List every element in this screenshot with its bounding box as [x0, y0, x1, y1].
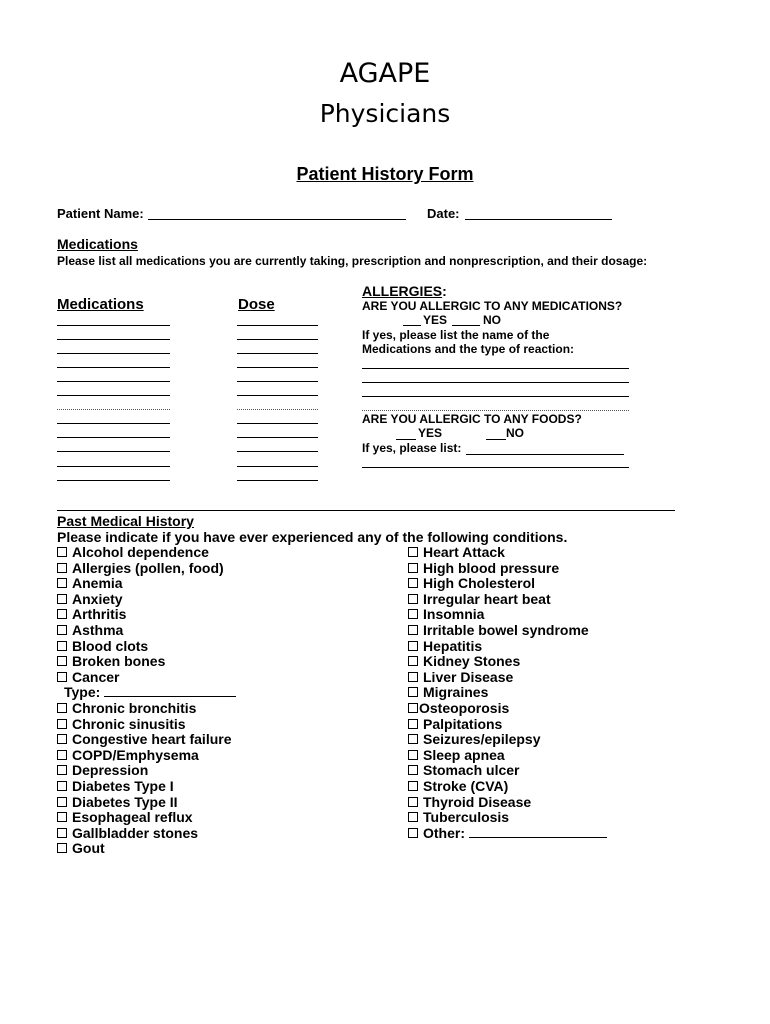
- condition-item[interactable]: [57, 561, 236, 577]
- condition-item[interactable]: [408, 748, 607, 764]
- checkbox-icon[interactable]: [408, 687, 418, 697]
- conditions-right-column: [408, 545, 607, 841]
- past-history-heading: Past Medical History: [57, 513, 194, 529]
- med-allergy-no-blank[interactable]: [452, 325, 480, 326]
- med-allergy-no: NO: [483, 313, 501, 327]
- checkbox-icon[interactable]: [57, 797, 67, 807]
- allergies-heading-colon: :: [442, 283, 447, 299]
- condition-label: Tuberculosis: [423, 809, 510, 826]
- allergies-heading: [362, 283, 447, 299]
- condition-label: Stroke (CVA): [423, 777, 509, 794]
- patient-name-field[interactable]: [148, 219, 406, 220]
- medication-line[interactable]: [57, 395, 170, 396]
- condition-item[interactable]: [408, 576, 607, 592]
- med-allergy-yes: YES: [423, 313, 448, 327]
- checkbox-icon[interactable]: [408, 656, 418, 666]
- condition-label: Asthma: [72, 621, 124, 638]
- medication-line[interactable]: [57, 325, 170, 326]
- checkbox-icon[interactable]: [57, 734, 67, 744]
- date-label: Date:: [427, 206, 460, 221]
- condition-label: Chronic bronchitis: [72, 699, 197, 716]
- medication-line[interactable]: [57, 480, 170, 481]
- condition-label: Blood clots: [72, 637, 149, 654]
- dose-line[interactable]: [237, 451, 318, 452]
- dose-line[interactable]: [237, 437, 318, 438]
- checkbox-icon[interactable]: [57, 765, 67, 775]
- condition-label: Thyroid Disease: [423, 793, 532, 810]
- allergies-heading-text: ALLERGIES: [362, 283, 443, 299]
- dose-line[interactable]: [237, 409, 318, 410]
- condition-item[interactable]: [57, 670, 236, 686]
- condition-label: Congestive heart failure: [72, 731, 232, 748]
- conditions-left-column: [57, 545, 236, 857]
- condition-item[interactable]: [408, 763, 607, 779]
- checkbox-icon[interactable]: [57, 719, 67, 729]
- condition-item[interactable]: [408, 701, 607, 717]
- checkbox-icon[interactable]: [57, 578, 67, 588]
- col-medications-header: Medications: [57, 296, 144, 313]
- patient-name-label: Patient Name:: [57, 206, 144, 221]
- checkbox-icon[interactable]: [408, 828, 418, 838]
- dose-line[interactable]: [237, 395, 318, 396]
- condition-label: Diabetes Type II: [72, 793, 178, 810]
- checkbox-icon[interactable]: [57, 672, 67, 682]
- condition-label: Irritable bowel syndrome: [423, 621, 589, 638]
- checkbox-icon[interactable]: [408, 719, 418, 729]
- condition-label: Cancer: [72, 668, 120, 685]
- condition-item[interactable]: [57, 576, 236, 592]
- checkbox-icon[interactable]: [408, 609, 418, 619]
- food-allergy-question: ARE YOU ALLERGIC TO ANY FOODS?: [362, 412, 582, 426]
- medications-instruction: Please list all medications you are currently taking, prescription and nonprescription, and their dosage:: [57, 254, 648, 268]
- dose-line[interactable]: [237, 480, 318, 481]
- checkbox-icon[interactable]: [408, 641, 418, 651]
- medication-line[interactable]: [57, 339, 170, 340]
- other-condition-field[interactable]: [469, 826, 607, 838]
- food-allergy-detail-line[interactable]: [362, 467, 629, 468]
- condition-item[interactable]: [57, 841, 236, 857]
- condition-item[interactable]: [408, 639, 607, 655]
- condition-item[interactable]: [408, 717, 607, 733]
- condition-label: Anxiety: [72, 590, 123, 607]
- checkbox-icon[interactable]: [57, 656, 67, 666]
- checkbox-icon[interactable]: [408, 672, 418, 682]
- condition-label: Sleep apnea: [423, 746, 505, 763]
- date-field[interactable]: [465, 219, 612, 220]
- medication-line[interactable]: [57, 466, 170, 467]
- cancer-type-field[interactable]: [104, 685, 236, 697]
- condition-item[interactable]: [408, 779, 607, 795]
- condition-label: Broken bones: [72, 653, 166, 670]
- condition-item[interactable]: [408, 826, 607, 842]
- dose-line[interactable]: [237, 339, 318, 340]
- med-allergy-question: ARE YOU ALLERGIC TO ANY MEDICATIONS?: [362, 299, 623, 313]
- med-allergy-detail-line[interactable]: [362, 396, 629, 397]
- food-allergy-followup: If yes, please list:: [362, 441, 462, 455]
- condition-item[interactable]: [408, 670, 607, 686]
- condition-item[interactable]: [408, 545, 607, 561]
- checkbox-icon[interactable]: [408, 797, 418, 807]
- condition-item[interactable]: [408, 795, 607, 811]
- medications-heading: Medications: [57, 236, 138, 252]
- checkbox-icon[interactable]: [57, 750, 67, 760]
- condition-item[interactable]: [408, 561, 607, 577]
- condition-item[interactable]: [408, 810, 607, 826]
- condition-label: Gallbladder stones: [72, 824, 199, 841]
- med-allergy-detail-line[interactable]: [362, 382, 629, 383]
- condition-item[interactable]: [57, 639, 236, 655]
- checkbox-icon[interactable]: [408, 547, 418, 557]
- condition-item[interactable]: [408, 623, 607, 639]
- checkbox-icon[interactable]: [408, 578, 418, 588]
- checkbox-icon[interactable]: [57, 641, 67, 651]
- checkbox-icon[interactable]: [408, 594, 418, 604]
- checkbox-icon[interactable]: [408, 703, 418, 713]
- checkbox-icon[interactable]: [408, 625, 418, 635]
- checkbox-icon[interactable]: [57, 547, 67, 557]
- condition-label: Osteoporosis: [419, 699, 510, 716]
- med-allergy-yes-blank[interactable]: [403, 325, 421, 326]
- food-allergy-list-field[interactable]: [466, 454, 624, 455]
- form-title: Patient History Form: [296, 164, 474, 184]
- condition-label: Chronic sinusitis: [72, 715, 186, 732]
- condition-item[interactable]: [57, 592, 236, 608]
- condition-label: Depression: [72, 762, 149, 779]
- condition-label: High Cholesterol: [423, 575, 536, 592]
- brand-subtitle: Physicians: [319, 99, 451, 128]
- col-dose-header: Dose: [238, 296, 275, 313]
- condition-item[interactable]: [408, 732, 607, 748]
- condition-label: Gout: [72, 840, 105, 857]
- medication-line[interactable]: [57, 367, 170, 368]
- checkbox-icon[interactable]: [57, 843, 67, 853]
- checkbox-icon[interactable]: [57, 781, 67, 791]
- dose-line[interactable]: [237, 381, 318, 382]
- condition-label: Anemia: [72, 575, 123, 592]
- condition-label: Irregular heart beat: [423, 590, 551, 607]
- condition-label: Insomnia: [423, 606, 485, 623]
- condition-label: Arthritis: [72, 606, 127, 623]
- med-allergy-followup-1: If yes, please list the name of the: [362, 328, 550, 342]
- checkbox-icon[interactable]: [408, 781, 418, 791]
- medication-line[interactable]: [57, 451, 170, 452]
- condition-label: High blood pressure: [423, 559, 560, 576]
- condition-label: COPD/Emphysema: [72, 746, 199, 763]
- condition-item[interactable]: [57, 826, 236, 842]
- food-allergy-no: NO: [506, 426, 524, 440]
- condition-label: Migraines: [423, 684, 489, 701]
- medication-line[interactable]: [57, 409, 170, 410]
- checkbox-icon[interactable]: [57, 625, 67, 635]
- checkbox-icon[interactable]: [57, 812, 67, 822]
- dose-line[interactable]: [237, 353, 318, 354]
- condition-label: Liver Disease: [423, 668, 514, 685]
- checkbox-icon[interactable]: [408, 734, 418, 744]
- cancer-type-label: Type:: [64, 684, 101, 701]
- dose-line[interactable]: [237, 325, 318, 326]
- medication-line[interactable]: [57, 423, 170, 424]
- condition-label: Esophageal reflux: [72, 809, 193, 826]
- condition-label: Other:: [423, 824, 465, 841]
- condition-item[interactable]: [57, 748, 236, 764]
- condition-label: Allergies (pollen, food): [72, 559, 224, 576]
- dose-line[interactable]: [237, 367, 318, 368]
- condition-label: Heart Attack: [423, 544, 505, 560]
- medication-line[interactable]: [57, 353, 170, 354]
- condition-label: Kidney Stones: [423, 653, 521, 670]
- checkbox-icon[interactable]: [57, 563, 67, 573]
- past-history-instruction: Please indicate if you have ever experienced any of the following conditions.: [57, 529, 568, 545]
- checkbox-icon[interactable]: [57, 594, 67, 604]
- dose-line[interactable]: [237, 466, 318, 467]
- condition-label: Stomach ulcer: [423, 762, 520, 779]
- checkbox-icon[interactable]: [57, 703, 67, 713]
- checkbox-icon[interactable]: [57, 609, 67, 619]
- food-allergy-no-blank[interactable]: [486, 439, 506, 440]
- condition-item[interactable]: [57, 717, 236, 733]
- condition-label: Hepatitis: [423, 637, 483, 654]
- condition-item[interactable]: [408, 654, 607, 670]
- condition-item[interactable]: [408, 607, 607, 623]
- food-allergy-yes-blank[interactable]: [396, 439, 416, 440]
- med-allergy-detail-line[interactable]: [362, 368, 629, 369]
- condition-item[interactable]: [57, 701, 236, 717]
- food-allergy-yes: YES: [418, 426, 443, 440]
- condition-label: Palpitations: [423, 715, 503, 732]
- condition-item[interactable]: [57, 810, 236, 826]
- condition-item[interactable]: [408, 685, 607, 701]
- condition-item[interactable]: [57, 654, 236, 670]
- condition-label: Diabetes Type I: [72, 777, 174, 794]
- checkbox-icon[interactable]: [408, 812, 418, 822]
- condition-item[interactable]: [57, 732, 236, 748]
- condition-label: Alcohol dependence: [72, 544, 209, 560]
- condition-item[interactable]: [57, 795, 236, 811]
- checkbox-icon[interactable]: [57, 828, 67, 838]
- section-divider: [57, 510, 675, 511]
- medication-line[interactable]: [57, 381, 170, 382]
- medication-line[interactable]: [57, 437, 170, 438]
- cancer-type-row: [57, 685, 236, 701]
- checkbox-icon[interactable]: [408, 750, 418, 760]
- condition-item[interactable]: [408, 592, 607, 608]
- dose-line[interactable]: [237, 423, 318, 424]
- brand-name: AGAPE: [339, 58, 431, 89]
- med-allergy-followup-2: Medications and the type of reaction:: [362, 342, 575, 356]
- checkbox-icon[interactable]: [408, 563, 418, 573]
- condition-item[interactable]: [57, 607, 236, 623]
- condition-label: Seizures/epilepsy: [423, 731, 541, 748]
- condition-item[interactable]: [57, 763, 236, 779]
- condition-item[interactable]: [57, 779, 236, 795]
- checkbox-icon[interactable]: [408, 765, 418, 775]
- condition-item[interactable]: [57, 545, 236, 561]
- med-allergy-detail-line[interactable]: [362, 410, 629, 411]
- condition-item[interactable]: [57, 623, 236, 639]
